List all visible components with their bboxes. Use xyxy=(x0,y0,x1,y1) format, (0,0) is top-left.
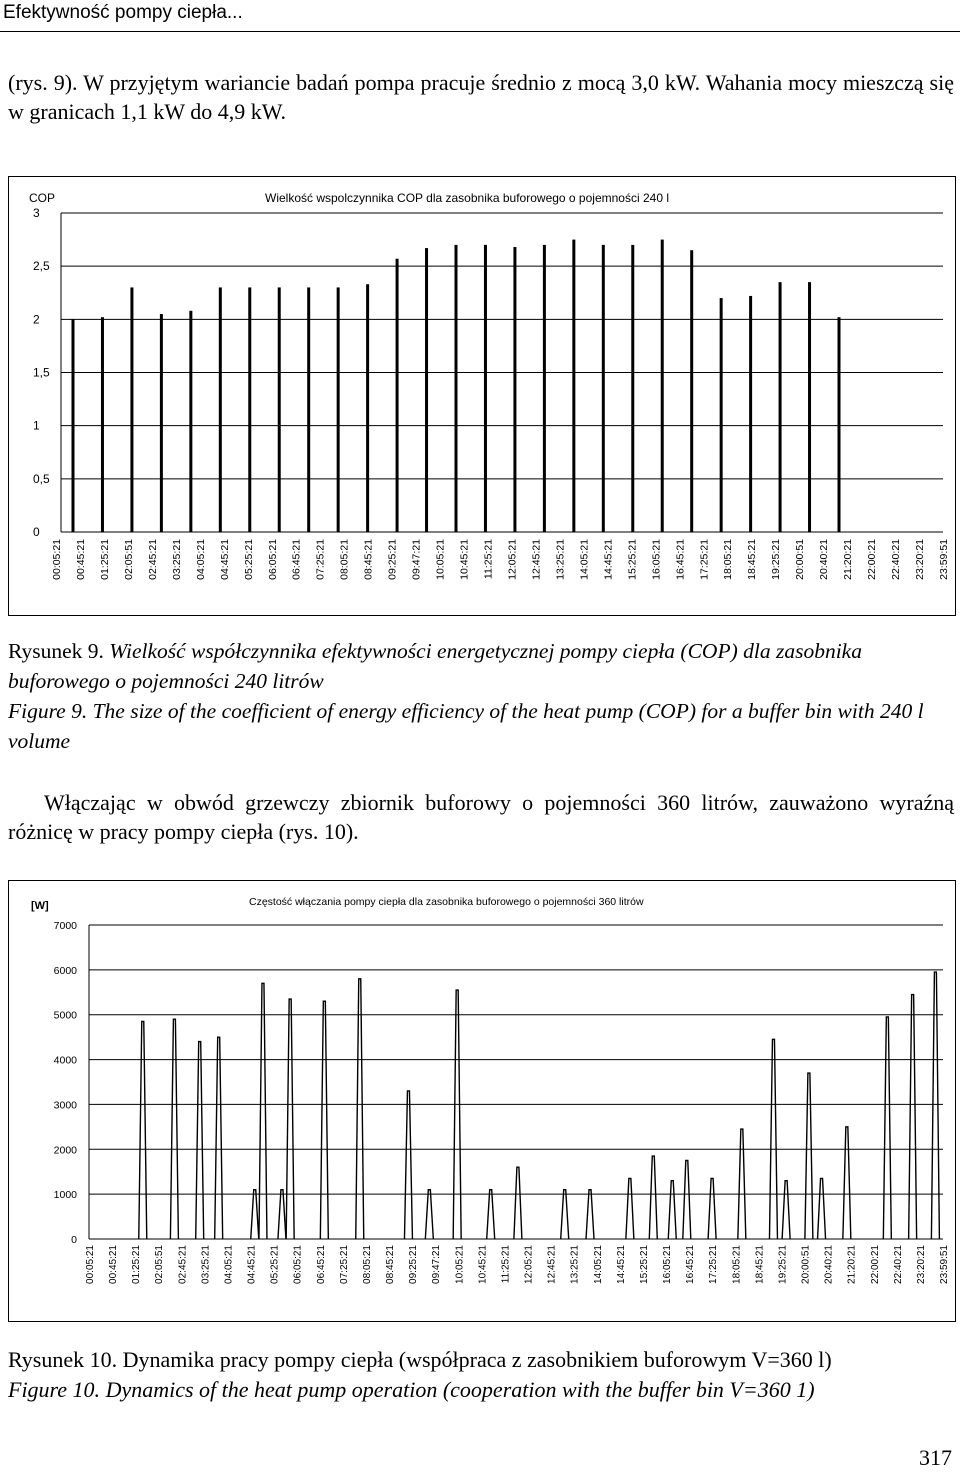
series-pulse xyxy=(843,1127,851,1239)
y-tick-label: 0 xyxy=(71,1234,77,1246)
x-tick-label: 08:05:21 xyxy=(338,539,351,580)
y-tick-label: 7000 xyxy=(53,920,77,932)
x-tick-label: 14:45:21 xyxy=(602,539,615,580)
series-pulse xyxy=(320,1001,328,1239)
caption-9-pl-text: Wielkość współczynnika efektywności energetycznej pompy ciepła (COP) dla zasobnika buforowego o pojemności 240 litrów xyxy=(8,639,862,693)
x-tick-label: 12:05:21 xyxy=(506,539,519,580)
series-pulse xyxy=(356,979,364,1239)
series-pulse xyxy=(931,972,939,1239)
x-tick-label: 20:00:51 xyxy=(794,539,807,580)
series-pulse xyxy=(425,1190,433,1239)
x-tick-label: 11:25:21 xyxy=(482,539,495,580)
header-rule xyxy=(0,31,960,32)
series-pulse xyxy=(259,983,267,1239)
x-tick-label: 16:45:21 xyxy=(685,1245,697,1284)
cop-bar-chart xyxy=(9,177,955,615)
y-tick-label: 5000 xyxy=(53,1009,77,1022)
bar xyxy=(513,247,516,532)
caption-9-pl-label: Rysunek 9. xyxy=(8,639,104,663)
series-pulse xyxy=(170,1019,178,1239)
bar xyxy=(749,296,752,532)
x-tick-label: 06:05:21 xyxy=(292,1245,304,1284)
x-tick-label: 00:05:21 xyxy=(85,1245,96,1284)
series-pulse xyxy=(286,999,294,1239)
x-tick-label: 17:25:21 xyxy=(698,539,711,580)
x-tick-label: 23:20:21 xyxy=(915,1245,927,1284)
x-tick-label: 22:40:21 xyxy=(890,539,903,580)
x-tick-label: 04:05:21 xyxy=(223,1245,235,1284)
bar xyxy=(484,245,487,532)
x-tick-label: 18:05:21 xyxy=(731,1245,743,1284)
x-tick-label: 19:25:21 xyxy=(770,539,783,580)
x-tick-label: 16:45:21 xyxy=(674,539,687,580)
caption-10-pl-label: Rysunek 10. xyxy=(8,1347,118,1372)
bar xyxy=(366,284,369,532)
bar xyxy=(248,287,251,532)
x-tick-label: 14:05:21 xyxy=(592,1245,604,1284)
series-pulse xyxy=(909,995,917,1239)
x-tick-label: 04:05:21 xyxy=(194,539,207,580)
caption-10-en-text: Dynamics of the heat pump operation (cooperation with the buffer bin V=360 1) xyxy=(105,1377,815,1402)
bar xyxy=(425,248,428,532)
y-tick-label: 6000 xyxy=(53,964,77,977)
x-tick-label: 11:25:21 xyxy=(500,1245,512,1284)
middle-paragraph: Włączając w obwód grzewczy zbiornik buforowy o pojemności 360 litrów, zauważono wyraźną różnicę w pracy pompy ciepła (rys. 10). xyxy=(8,790,954,844)
x-tick-label: 03:25:21 xyxy=(200,1245,212,1284)
series-pulse xyxy=(453,990,461,1239)
y-tick-label: 2 xyxy=(33,312,40,327)
x-tick-label: 16:05:21 xyxy=(650,539,663,580)
x-tick-label: 13:25:21 xyxy=(569,1245,581,1284)
x-tick-label: 01:25:21 xyxy=(98,539,111,580)
series-pulse xyxy=(561,1190,569,1239)
x-tick-label: 06:45:21 xyxy=(315,1245,327,1284)
x-tick-label: 10:45:21 xyxy=(477,1245,489,1284)
y-axis-title: [W] xyxy=(31,900,49,912)
x-tick-label: 14:05:21 xyxy=(578,539,591,580)
x-tick-label: 07:25:21 xyxy=(314,539,327,580)
x-tick-label: 09:47:21 xyxy=(431,1245,443,1284)
x-tick-label: 10:05:21 xyxy=(454,1245,466,1284)
x-tick-label: 04:45:21 xyxy=(218,539,231,580)
bar xyxy=(278,287,281,532)
series-pulse xyxy=(649,1156,657,1239)
series-pulse xyxy=(708,1178,716,1239)
x-tick-label: 17:25:21 xyxy=(708,1245,720,1284)
figure-10-chart xyxy=(8,880,956,1322)
x-tick-label: 08:45:21 xyxy=(362,539,375,580)
caption-9-en-label: Figure 9. xyxy=(8,699,88,723)
x-tick-label: 12:45:21 xyxy=(530,539,543,580)
x-tick-label: 05:25:21 xyxy=(242,539,255,580)
x-tick-label: 13:25:21 xyxy=(554,539,567,580)
figure-9-chart xyxy=(8,176,956,616)
x-tick-label: 12:45:21 xyxy=(546,1245,558,1284)
x-tick-label: 10:05:21 xyxy=(434,539,447,580)
x-tick-label: 02:05:51 xyxy=(154,1245,166,1284)
series-pulse xyxy=(278,1190,286,1239)
x-tick-label: 12:05:21 xyxy=(523,1245,535,1284)
x-tick-label: 09:25:21 xyxy=(408,1245,420,1284)
bar xyxy=(455,245,458,532)
series-pulse xyxy=(668,1181,676,1239)
caption-9-en-text: The size of the coefficient of energy efficiency of the heat pump (COP) for a buffer bin with 240 l volume xyxy=(8,699,924,753)
x-tick-label: 23:20:21 xyxy=(914,539,927,580)
caption-10-pl-text: Dynamika pracy pompy ciepła (współpraca z zasobnikiem buforowym V=360 l) xyxy=(122,1347,832,1372)
bar xyxy=(572,240,575,532)
x-tick-label: 04:45:21 xyxy=(246,1245,258,1284)
chart-title: Wielkość wspolczynnika COP dla zasobnika buforowego o pojemności 240 l xyxy=(265,191,669,205)
series-pulse xyxy=(883,1017,891,1239)
page-number: 317 xyxy=(919,1445,952,1470)
series-pulse xyxy=(805,1073,813,1239)
x-tick-label: 08:45:21 xyxy=(385,1245,397,1284)
series-pulse xyxy=(196,1042,204,1239)
x-tick-label: 18:45:21 xyxy=(746,539,759,580)
y-tick-label: 0,5 xyxy=(33,471,50,486)
x-tick-label: 15:25:21 xyxy=(626,539,639,580)
bar xyxy=(543,245,546,532)
bar xyxy=(160,314,163,532)
bar xyxy=(396,259,399,532)
series-pulse xyxy=(404,1091,412,1239)
x-tick-label: 22:00:21 xyxy=(866,539,879,580)
running-header: Efektywność pompy ciepła... xyxy=(3,2,243,23)
x-tick-label: 15:25:21 xyxy=(638,1245,650,1284)
series-pulse xyxy=(586,1190,594,1239)
x-tick-label: 18:05:21 xyxy=(722,539,735,580)
bar xyxy=(189,311,192,532)
x-tick-label: 06:45:21 xyxy=(290,539,303,580)
x-tick-label: 00:45:21 xyxy=(74,539,87,580)
bar xyxy=(101,317,104,532)
x-tick-label: 07:25:21 xyxy=(338,1245,350,1284)
bar xyxy=(779,282,782,532)
bar xyxy=(602,245,605,532)
x-tick-label: 23:59:51 xyxy=(939,1245,950,1284)
x-tick-label: 19:25:21 xyxy=(777,1245,789,1284)
bar xyxy=(337,287,340,532)
series-pulse xyxy=(215,1037,223,1239)
series-pulse xyxy=(738,1129,746,1239)
x-tick-label: 09:47:21 xyxy=(410,539,423,580)
caption-10-en-label: Figure 10. xyxy=(8,1377,101,1402)
bar xyxy=(130,287,133,532)
x-tick-label: 14:45:21 xyxy=(615,1245,627,1284)
y-tick-label: 0 xyxy=(33,525,40,539)
series-pulse xyxy=(626,1178,634,1239)
series-pulse xyxy=(769,1039,777,1239)
series-pulse xyxy=(683,1161,691,1240)
bar xyxy=(219,287,222,532)
x-tick-label: 20:00:51 xyxy=(800,1245,812,1284)
series-pulse xyxy=(487,1190,495,1239)
bar xyxy=(690,250,693,532)
y-tick-label: 2,5 xyxy=(33,259,50,274)
x-tick-label: 18:45:21 xyxy=(754,1245,766,1284)
intro-paragraph: (rys. 9). W przyjętym wariancie badań pompa pracuje średnio z mocą 3,0 kW. Wahania mocy mieszczą się w granicach 1,1 kW do 4,9 kW. xyxy=(8,70,954,124)
x-tick-label: 06:05:21 xyxy=(266,539,279,580)
x-tick-label: 01:25:21 xyxy=(131,1245,143,1284)
x-tick-label: 21:20:21 xyxy=(846,1245,858,1284)
series-pulse xyxy=(782,1181,790,1239)
chart-title: Częstość włączania pompy ciepła dla zasobnika buforowego o pojemności 360 litrów xyxy=(249,896,644,908)
x-tick-label: 23:59:51 xyxy=(938,539,950,580)
bar xyxy=(808,282,811,532)
x-tick-label: 10:45:21 xyxy=(458,539,471,580)
x-tick-label: 00:45:21 xyxy=(108,1245,120,1284)
caption-9 xyxy=(8,636,954,756)
x-tick-label: 21:20:21 xyxy=(842,539,855,580)
y-tick-label: 1000 xyxy=(53,1189,77,1202)
x-tick-label: 20:40:21 xyxy=(823,1245,835,1284)
bar xyxy=(720,298,723,532)
series-pulse xyxy=(251,1190,259,1239)
x-tick-label: 22:40:21 xyxy=(892,1245,904,1284)
bar xyxy=(838,317,841,532)
x-tick-label: 02:45:21 xyxy=(177,1245,189,1284)
x-tick-label: 02:05:51 xyxy=(122,539,135,580)
power-line-chart xyxy=(9,881,955,1321)
x-tick-label: 09:25:21 xyxy=(386,539,399,580)
bar xyxy=(661,240,664,532)
y-tick-label: 3000 xyxy=(53,1099,77,1112)
y-axis-title: COP xyxy=(29,191,56,205)
y-tick-label: 1,5 xyxy=(33,365,50,380)
series-pulse xyxy=(514,1167,522,1239)
x-tick-label: 02:45:21 xyxy=(146,539,159,580)
x-tick-label: 03:25:21 xyxy=(170,539,183,580)
bar xyxy=(631,245,634,532)
bar xyxy=(307,287,310,532)
x-tick-label: 00:05:21 xyxy=(51,539,63,580)
y-tick-label: 3 xyxy=(33,206,40,220)
x-tick-label: 16:05:21 xyxy=(662,1245,674,1284)
bar xyxy=(72,319,75,532)
series-pulse xyxy=(818,1178,826,1239)
x-tick-label: 22:00:21 xyxy=(869,1245,881,1284)
y-tick-label: 2000 xyxy=(53,1144,77,1157)
x-tick-label: 05:25:21 xyxy=(269,1245,281,1284)
caption-10 xyxy=(8,1345,954,1405)
y-tick-label: 4000 xyxy=(53,1054,77,1067)
y-tick-label: 1 xyxy=(33,418,40,433)
x-tick-label: 20:40:21 xyxy=(818,539,831,580)
series-pulse xyxy=(139,1021,147,1239)
x-tick-label: 08:05:21 xyxy=(361,1245,373,1284)
